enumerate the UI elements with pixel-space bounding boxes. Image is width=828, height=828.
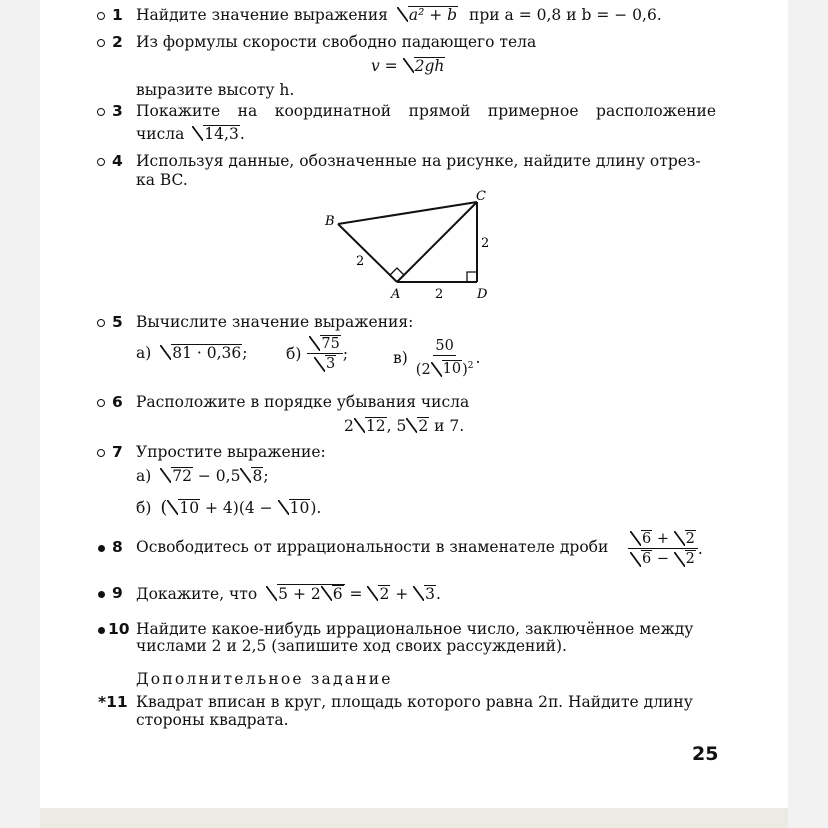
page-number: 25 <box>692 743 719 765</box>
problem-11-line1: Квадрат вписан в круг, площадь которого равна 2π. Найдите длину <box>136 693 693 711</box>
problem-5: Вычислите значение выражения: <box>136 313 414 331</box>
problem-10-line1: Найдите какое-нибудь иррациональное число, заключённое между <box>136 620 694 638</box>
problem-2-tail: выразите высоту h. <box>136 81 295 99</box>
problem-number: 10 <box>108 620 130 638</box>
length-CD: 2 <box>481 236 490 251</box>
extra-task-heading: Дополнительное задание <box>136 670 393 688</box>
problem-10-line2: числами 2 и 2,5 (запишите ход своих рассуждений). <box>136 637 567 655</box>
problem-number: 5 <box>112 313 123 331</box>
basic-level-marker <box>96 395 106 411</box>
problem-7: Упростите выражение: <box>136 443 326 461</box>
problem-number: 2 <box>112 33 123 51</box>
problem-number: *11 <box>98 693 128 711</box>
basic-level-marker <box>96 8 106 24</box>
basic-level-marker <box>96 154 106 170</box>
basic-level-marker <box>96 104 106 120</box>
label-D: D <box>477 287 488 302</box>
problem-number: 3 <box>112 102 123 120</box>
basic-level-marker <box>96 315 106 331</box>
problem-6: Расположите в порядке убывания числа <box>136 393 470 411</box>
problem-5b: б) $\frac{75}{3}$ ; <box>286 335 349 372</box>
problem-1: Найдите значение выражения a² + b при a = 0,8 и b = − 0,6. <box>136 6 662 24</box>
triangle-figure <box>320 185 500 305</box>
right-angle-D <box>467 272 477 282</box>
segment-BA <box>338 224 397 282</box>
length-AD: 2 <box>435 287 444 302</box>
label-A: A <box>391 287 401 302</box>
segment-BC <box>338 202 477 224</box>
problem-number: 6 <box>112 393 123 411</box>
label-B: B <box>325 214 335 229</box>
problem-5c: в) $\frac{50}{(2 10)^2}$ . <box>393 337 481 378</box>
problem-3-line1: Покажите на координатной прямой примерное расположение <box>136 102 716 120</box>
problem-11-line2: стороны квадрата. <box>136 711 289 729</box>
page-bottom-margin <box>40 808 788 828</box>
problem-8-fraction: $\frac{6 + 2}{6 - 2}$ . <box>628 528 703 570</box>
problem-number: 4 <box>112 152 123 170</box>
problem-2: Из формулы скорости свободно падающего тела <box>136 33 537 51</box>
basic-level-marker <box>96 35 106 51</box>
label-C: C <box>476 189 486 204</box>
problem-number: 1 <box>112 6 123 24</box>
problem-4-line2: ка BC. <box>136 171 188 189</box>
problem-4-line1: Используя данные, обозначенные на рисунке, найдите длину отрез- <box>136 152 701 170</box>
advanced-level-marker <box>96 540 106 556</box>
problem-7b: б) ( 10 + 4)(4 − 10). <box>136 497 322 518</box>
problem-6-values: 2 12, 5 2 и 7. <box>344 417 465 435</box>
advanced-level-marker <box>96 622 106 638</box>
length-AB: 2 <box>356 254 365 269</box>
problem-8: Освободитесь от иррациональности в знаменателе дроби <box>136 538 609 556</box>
segment-AC <box>397 202 477 282</box>
problem-5a: а) 81 · 0,36; <box>136 344 248 362</box>
problem-9: Докажите, что 5 + 2 6 = 2 + 3. <box>136 585 441 603</box>
problem-7a: а) 72 − 0,5 8; <box>136 467 269 485</box>
problem-number: 9 <box>112 584 123 602</box>
problem-number: 8 <box>112 538 123 556</box>
basic-level-marker <box>96 445 106 461</box>
right-angle-A <box>390 268 404 275</box>
free-fall-formula: v = 2gh <box>371 57 445 75</box>
advanced-level-marker <box>96 586 106 602</box>
problem-3-line2: числа 14,3. <box>136 125 245 143</box>
problem-number: 7 <box>112 443 123 461</box>
